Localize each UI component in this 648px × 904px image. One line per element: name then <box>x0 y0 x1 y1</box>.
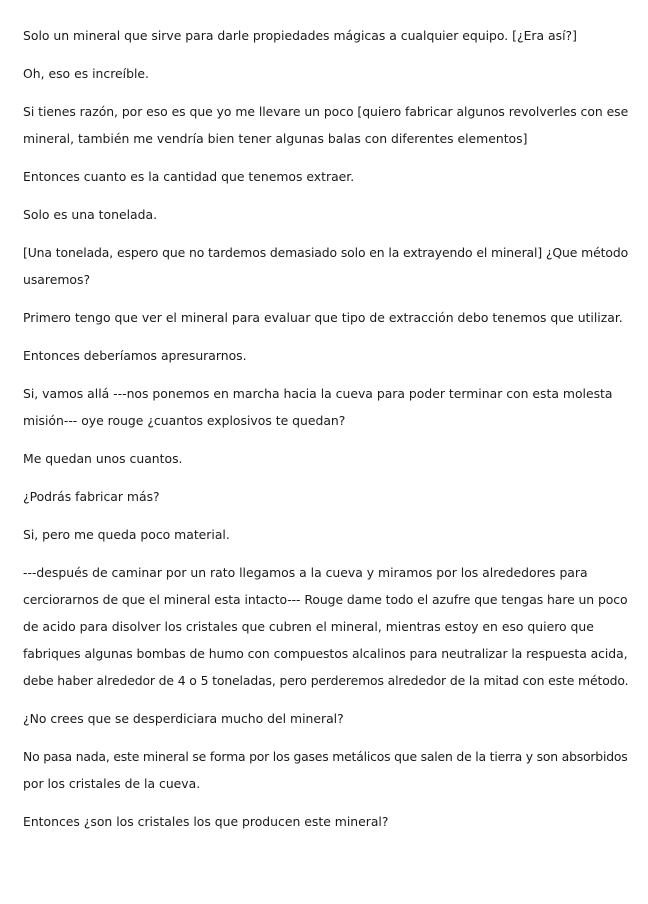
text-line: de acido para disolver los cristales que cubren el mineral, mientras estoy en eso quiero que <box>23 619 594 634</box>
text-line: ---después de caminar por un rato llegamos a la cueva y miramos por los alrededores para <box>23 565 588 580</box>
text-line: Oh, eso es increíble. <box>23 66 149 81</box>
text-line: Si, vamos allá ---nos ponemos en marcha hacia la cueva para poder terminar con esta molesta <box>23 386 613 401</box>
text-line: debe haber alrededor de 4 o 5 toneladas, pero perderemos alrededor de la mitad con este método. <box>23 673 629 688</box>
text-line: mineral, también me vendría bien tener algunas balas con diferentes elementos] <box>23 131 528 146</box>
paragraph <box>23 342 628 369</box>
paragraph <box>23 22 628 49</box>
paragraph <box>23 808 628 835</box>
text-line: Entonces cuanto es la cantidad que tenemos extraer. <box>23 169 355 184</box>
paragraph <box>23 163 628 190</box>
text-line: misión--- oye rouge ¿cuantos explosivos te quedan? <box>23 413 346 428</box>
paragraph <box>23 60 628 87</box>
paragraph <box>23 705 628 732</box>
paragraph <box>23 483 628 510</box>
text-line: Entonces ¿son los cristales los que producen este mineral? <box>23 814 389 829</box>
text-line: usaremos? <box>23 272 91 287</box>
paragraph <box>23 445 628 472</box>
text-line: por los cristales de la cueva. <box>23 776 201 791</box>
text-line: Solo un mineral que sirve para darle propiedades mágicas a cualquier equipo. [¿Era así?] <box>23 28 577 43</box>
text-line: ¿No crees que se desperdiciara mucho del mineral? <box>23 711 344 726</box>
text-line: cerciorarnos de que el mineral esta intacto--- Rouge dame todo el azufre que tengas hare un poco <box>23 592 628 607</box>
text-line: No pasa nada, este mineral se forma por los gases metálicos que salen de la tierra y son absorbidos <box>23 749 628 764</box>
paragraph <box>23 98 628 152</box>
text-line: ¿Podrás fabricar más? <box>23 489 160 504</box>
text-line: [Una tonelada, espero que no tardemos demasiado solo en la extrayendo el mineral] ¿Que método <box>23 245 629 260</box>
paragraph <box>23 239 628 293</box>
text-line: Primero tengo que ver el mineral para evaluar que tipo de extracción debo tenemos que utilizar. <box>23 310 623 325</box>
text-line: Si, pero me queda poco material. <box>23 527 230 542</box>
text-line: Me quedan unos cuantos. <box>23 451 183 466</box>
paragraph <box>23 201 628 228</box>
text-line: Solo es una tonelada. <box>23 207 158 222</box>
paragraph <box>23 380 628 434</box>
paragraph <box>23 559 628 694</box>
text-line: fabriques algunas bombas de humo con compuestos alcalinos para neutralizar la respuesta acida, <box>23 646 628 661</box>
paragraph <box>23 743 628 797</box>
document-body <box>23 22 628 846</box>
paragraph <box>23 304 628 331</box>
text-line: Entonces deberíamos apresurarnos. <box>23 348 247 363</box>
text-line: Si tienes razón, por eso es que yo me llevare un poco [quiero fabricar algunos revolverles con ese <box>23 104 629 119</box>
paragraph <box>23 521 628 548</box>
